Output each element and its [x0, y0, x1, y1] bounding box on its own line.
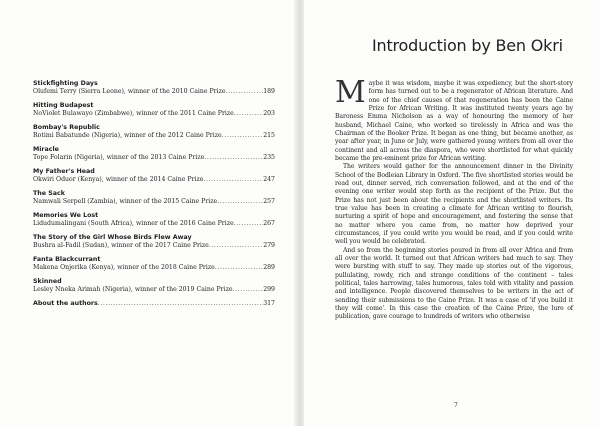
intro-paragraph-1-text: aybe it was wisdom, maybe it was expediency, but the short-story form has turned out to be a regenerator of African literature. And one of the chief causes of that regeneration has been the Caine Prize for African Writing. It was instituted twenty years ago by Baroness Emma Nicholson as a way of honouring the memory of her husband, Michael Caine, who worked so tirelessly in Africa and was the Chairman of the Booker Prize. It began as one thing, but became another, as year after year, in June or July, were gathered young writers from all over the continent and all across the diaspora, who were shortlisted for what quickly became the pre-eminent prize for African writing. [335, 80, 573, 162]
left-page [0, 0, 296, 426]
toc-entry-title: Memories We Lost [33, 212, 99, 219]
intro-paragraph-3: And so from the beginning stories poured in from all over Africa and from all over the world. It turned out that African writers had much to say. They were bursting with stuff to say. They made up stories out of the vigorous, pullulating, rowdy, rich and strange conditions of the continent – tales political, tales harrowing, tales humorous, tales told with vitality and passion and intelligence. People discovered themselves to be writers in the act of sending their submissions to the Caine Prize. It was a case of 'if you build it they will come'. In this case the creation of the Caine Prize, the lure of publication, gave courage to hundreds of writers who otherwise [335, 246, 573, 321]
toc-entry-line [33, 286, 275, 294]
toc-leader-dots [233, 286, 264, 294]
toc-entry-title: Miracle [33, 146, 59, 153]
toc-entry-line [33, 88, 275, 96]
toc-entry-author: Olufemi Terry (Sierra Leone), winner of the 2010 Caine Prize [33, 88, 226, 95]
toc-entry-author: Lesley Nneka Arimah (Nigeria), winner of the 2019 Caine Prize [33, 286, 233, 293]
toc-entry-page: 203 [263, 110, 275, 117]
toc-entry-line [33, 242, 275, 250]
toc-leader-dots [204, 154, 263, 162]
toc-entry-page: 189 [263, 88, 275, 95]
toc-leader-dots [217, 198, 263, 206]
toc-about-page: 317 [263, 300, 275, 307]
toc-entry-title: My Father's Head [33, 168, 95, 175]
toc-entry-page: 235 [263, 154, 275, 161]
toc-entry-line [33, 264, 275, 272]
toc-entry-title: Stickfighting Days [33, 80, 98, 87]
drop-cap: M [335, 75, 366, 110]
table-of-contents [33, 80, 275, 308]
toc-entry-page: 247 [263, 176, 275, 183]
toc-entry-author: Namwali Serpell (Zambia), winner of the 2015 Caine Prize [33, 198, 218, 205]
toc-entry [33, 168, 275, 184]
toc-entry [33, 80, 275, 96]
toc-entry-page: 279 [263, 242, 275, 249]
toc-leader-dots [209, 242, 263, 250]
toc-entry-title: The Story of the Girl Whose Birds Flew Away [33, 234, 192, 241]
toc-entry [33, 256, 275, 272]
toc-entry-line [33, 132, 275, 140]
toc-entry-line [33, 198, 275, 206]
toc-entry-title: Skinned [33, 278, 62, 285]
toc-entry-author: Tope Folarin (Nigeria), winner of the 2013 Caine Prize [33, 154, 205, 161]
toc-about-authors [33, 300, 275, 308]
toc-entry-page: 299 [263, 286, 275, 293]
toc-entry-page: 257 [263, 198, 275, 205]
toc-entry-page: 267 [263, 220, 275, 227]
toc-entry [33, 212, 275, 228]
toc-entry-author: Bushra al-Fadil (Sudan), winner of the 2017 Caine Prize [33, 242, 209, 249]
toc-entry [33, 234, 275, 250]
toc-entry [33, 102, 275, 118]
page-number: 7 [454, 402, 458, 409]
toc-leader-dots [226, 88, 264, 96]
toc-entry [33, 124, 275, 140]
toc-leader-dots [222, 132, 264, 140]
toc-entry-author: NoViolet Bulawayo (Zimbabwe), winner of the 2011 Caine Prize [33, 110, 234, 117]
toc-leader-dots [215, 264, 263, 272]
toc-entry-author: Okwiri Oduor (Kenya), winner of the 2014 Caine Prize [33, 176, 204, 183]
toc-entry-title: Fanta Blackcurrant [33, 256, 101, 263]
toc-entry-line [33, 220, 275, 228]
toc-leader-dots [98, 300, 263, 308]
chapter-title: Introduction by Ben Okri [372, 36, 563, 55]
intro-paragraph-1 [335, 75, 573, 163]
toc-entry-line [33, 176, 275, 184]
toc-entry-author: Rotimi Babatunde (Nigeria), winner of the 2012 Caine Prize [33, 132, 222, 139]
toc-entry-title: The Sack [33, 190, 65, 197]
toc-entry [33, 190, 275, 206]
toc-entry-page: 215 [263, 132, 275, 139]
toc-leader-dots [203, 176, 263, 184]
toc-entry-line [33, 154, 275, 162]
toc-entry-title: Bombay's Republic [33, 124, 100, 131]
toc-entry [33, 146, 275, 162]
toc-entry-page: 289 [263, 264, 275, 271]
toc-entry-author: Makena Onjerika (Kenya), winner of the 2018 Caine Prize [33, 264, 215, 271]
toc-entry-author: Lidudumalingani (South Africa), winner of the 2016 Caine Prize [33, 220, 234, 227]
toc-entry-title: Hitting Budapest [33, 102, 94, 109]
intro-paragraph-2: The writers would gather for the announcement dinner in the Divinity School of the Bodleian Library in Oxford. The five shortlisted stories would be read out, dinner served, rich conversation followed, and at the end of the evening one writer would step forth as the recipient of the Prize. But the Prize has not just been about the recipients and the shortlisted writers. Its true value has been in creating a climate for African writing to flourish, nurturing a spirit of hope and encouragement, and fostering the sense that no matter where you came from, no matter how deprived your circumstances, if you could write you would be read, and if you could write well you would be celebrated. [335, 163, 573, 246]
introduction-body [335, 75, 573, 322]
toc-entry-line [33, 110, 275, 118]
toc-about-label: About the authors [33, 300, 98, 307]
toc-leader-dots [234, 220, 264, 228]
toc-leader-dots [234, 110, 263, 118]
toc-entry [33, 278, 275, 294]
